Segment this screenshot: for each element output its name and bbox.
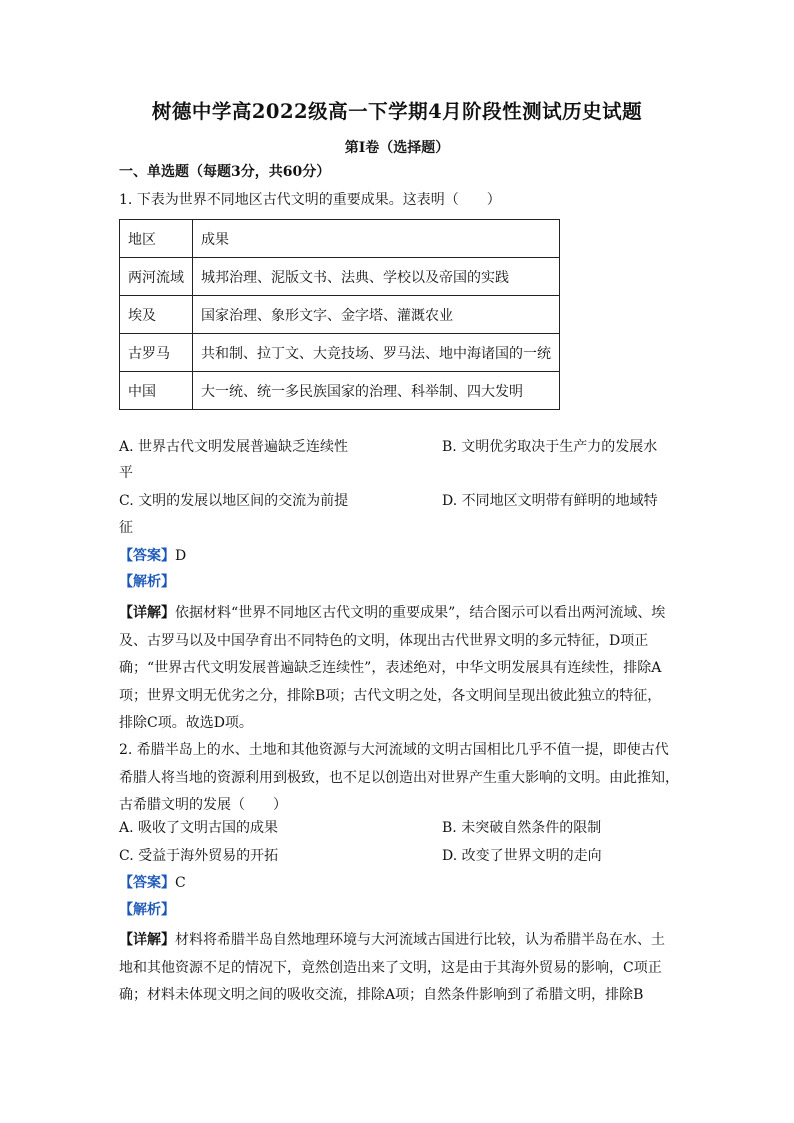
table-row bbox=[120, 372, 560, 410]
q2-answer bbox=[119, 873, 679, 893]
detail-text: 材料将希腊半岛自然地理环境与大河流域古国进行比较，认为希腊半岛在水、土 bbox=[175, 932, 665, 948]
section-title: 第I卷（选择题） bbox=[344, 140, 450, 156]
page-title: 树德中学高2022级高一下学期4月阶段性测试历史试题 bbox=[151, 100, 643, 123]
table-cell: 国家治理、象形文字、金字塔、灌溉农业 bbox=[193, 296, 560, 334]
q1-results-table bbox=[119, 219, 560, 410]
detail-line: 排除C项。故选D项。 bbox=[119, 715, 253, 732]
stem-line: 希腊人将当地的资源利用到极致，也不足以创造出对世界产生重大影响的文明。由此推知， bbox=[119, 769, 679, 786]
answer-value: D bbox=[175, 548, 187, 564]
table-cell: 埃及 bbox=[120, 296, 193, 334]
table-cell: 两河流域 bbox=[120, 258, 193, 296]
analysis-tag: 【解析】 bbox=[119, 902, 175, 918]
detail-line: 确；材料未体现文明之间的吸收交流，排除A项；自然条件影响到了希腊文明，排除B bbox=[119, 987, 644, 1004]
table-row bbox=[120, 334, 560, 372]
q1-option-b: B. 文明优劣取决于生产力的发展水 bbox=[442, 439, 658, 455]
q1-detail bbox=[119, 600, 679, 738]
q2-option-c: C. 受益于海外贸易的开拓 bbox=[119, 848, 279, 864]
analysis-tag: 【解析】 bbox=[119, 574, 175, 590]
detail-line bbox=[119, 600, 679, 628]
table-cell: 古罗马 bbox=[120, 334, 193, 372]
q2-stem bbox=[119, 737, 679, 820]
q2-option-b: B. 未突破自然条件的限制 bbox=[442, 820, 602, 836]
answer-tag: 【答案】 bbox=[119, 875, 175, 891]
detail-line: 地和其他资源不足的情况下，竟然创造出来了文明，这是由于其海外贸易的影响，C项正 bbox=[119, 959, 662, 976]
detail-line: 项；世界文明无优劣之分，排除B项；古代文明之处，各文明间呈现出彼此独立的特征， bbox=[119, 687, 662, 704]
q1-stem: 1. 下表为世界不同地区古代文明的重要成果。这表明（ ） bbox=[119, 192, 501, 208]
q1-answer bbox=[119, 546, 679, 566]
q1-option-d-continued: 征 bbox=[119, 520, 133, 536]
answer-tag: 【答案】 bbox=[119, 548, 175, 564]
q2-option-a: A. 吸收了文明古国的成果 bbox=[119, 820, 279, 836]
q1-analysis bbox=[119, 572, 679, 592]
table-header-region: 地区 bbox=[120, 220, 193, 258]
q2-detail bbox=[119, 927, 679, 1010]
table-row bbox=[120, 296, 560, 334]
table-cell: 大一统、统一多民族国家的治理、科举制、四大发明 bbox=[193, 372, 560, 410]
answer-value: C bbox=[175, 875, 186, 891]
detail-line bbox=[119, 927, 679, 955]
detail-line: 确；“世界古代文明发展普遍缺乏连续性”，表述绝对，中华文明发展具有连续性，排除A bbox=[119, 660, 662, 677]
detail-tag: 【详解】 bbox=[119, 932, 175, 948]
q1-option-d: D. 不同地区文明带有鲜明的地域特 bbox=[442, 493, 658, 509]
table-row bbox=[120, 258, 560, 296]
q1-option-a: A. 世界古代文明发展普遍缺乏连续性 bbox=[119, 439, 349, 455]
detail-text: 依据材料“世界不同地区古代文明的重要成果”，结合图示可以看出两河流域、埃 bbox=[175, 605, 666, 621]
part-heading: 一、单选题（每题3分，共60分） bbox=[119, 164, 331, 180]
table-header-row bbox=[120, 220, 560, 258]
q2-analysis bbox=[119, 900, 679, 920]
stem-line: 古希腊文明的发展（ ） bbox=[119, 797, 287, 813]
detail-tag: 【详解】 bbox=[119, 605, 175, 621]
table-header-results: 成果 bbox=[193, 220, 560, 258]
q2-option-d: D. 改变了世界文明的走向 bbox=[442, 848, 602, 864]
detail-line: 及、古罗马以及中国孕育出不同特色的文明，体现出古代世界文明的多元特征，D项正 bbox=[119, 632, 649, 649]
table-cell: 共和制、拉丁文、大竞技场、罗马法、地中海诸国的一统 bbox=[193, 334, 560, 372]
stem-line: 2. 希腊半岛上的水、土地和其他资源与大河流域的文明古国相比几乎不值一提，即使古代 bbox=[119, 742, 669, 758]
table-cell: 中国 bbox=[120, 372, 193, 410]
q1-option-c: C. 文明的发展以地区间的交流为前提 bbox=[119, 493, 349, 509]
q1-option-b-continued: 平 bbox=[119, 465, 133, 481]
table-cell: 城邦治理、泥版文书、法典、学校以及帝国的实践 bbox=[193, 258, 560, 296]
